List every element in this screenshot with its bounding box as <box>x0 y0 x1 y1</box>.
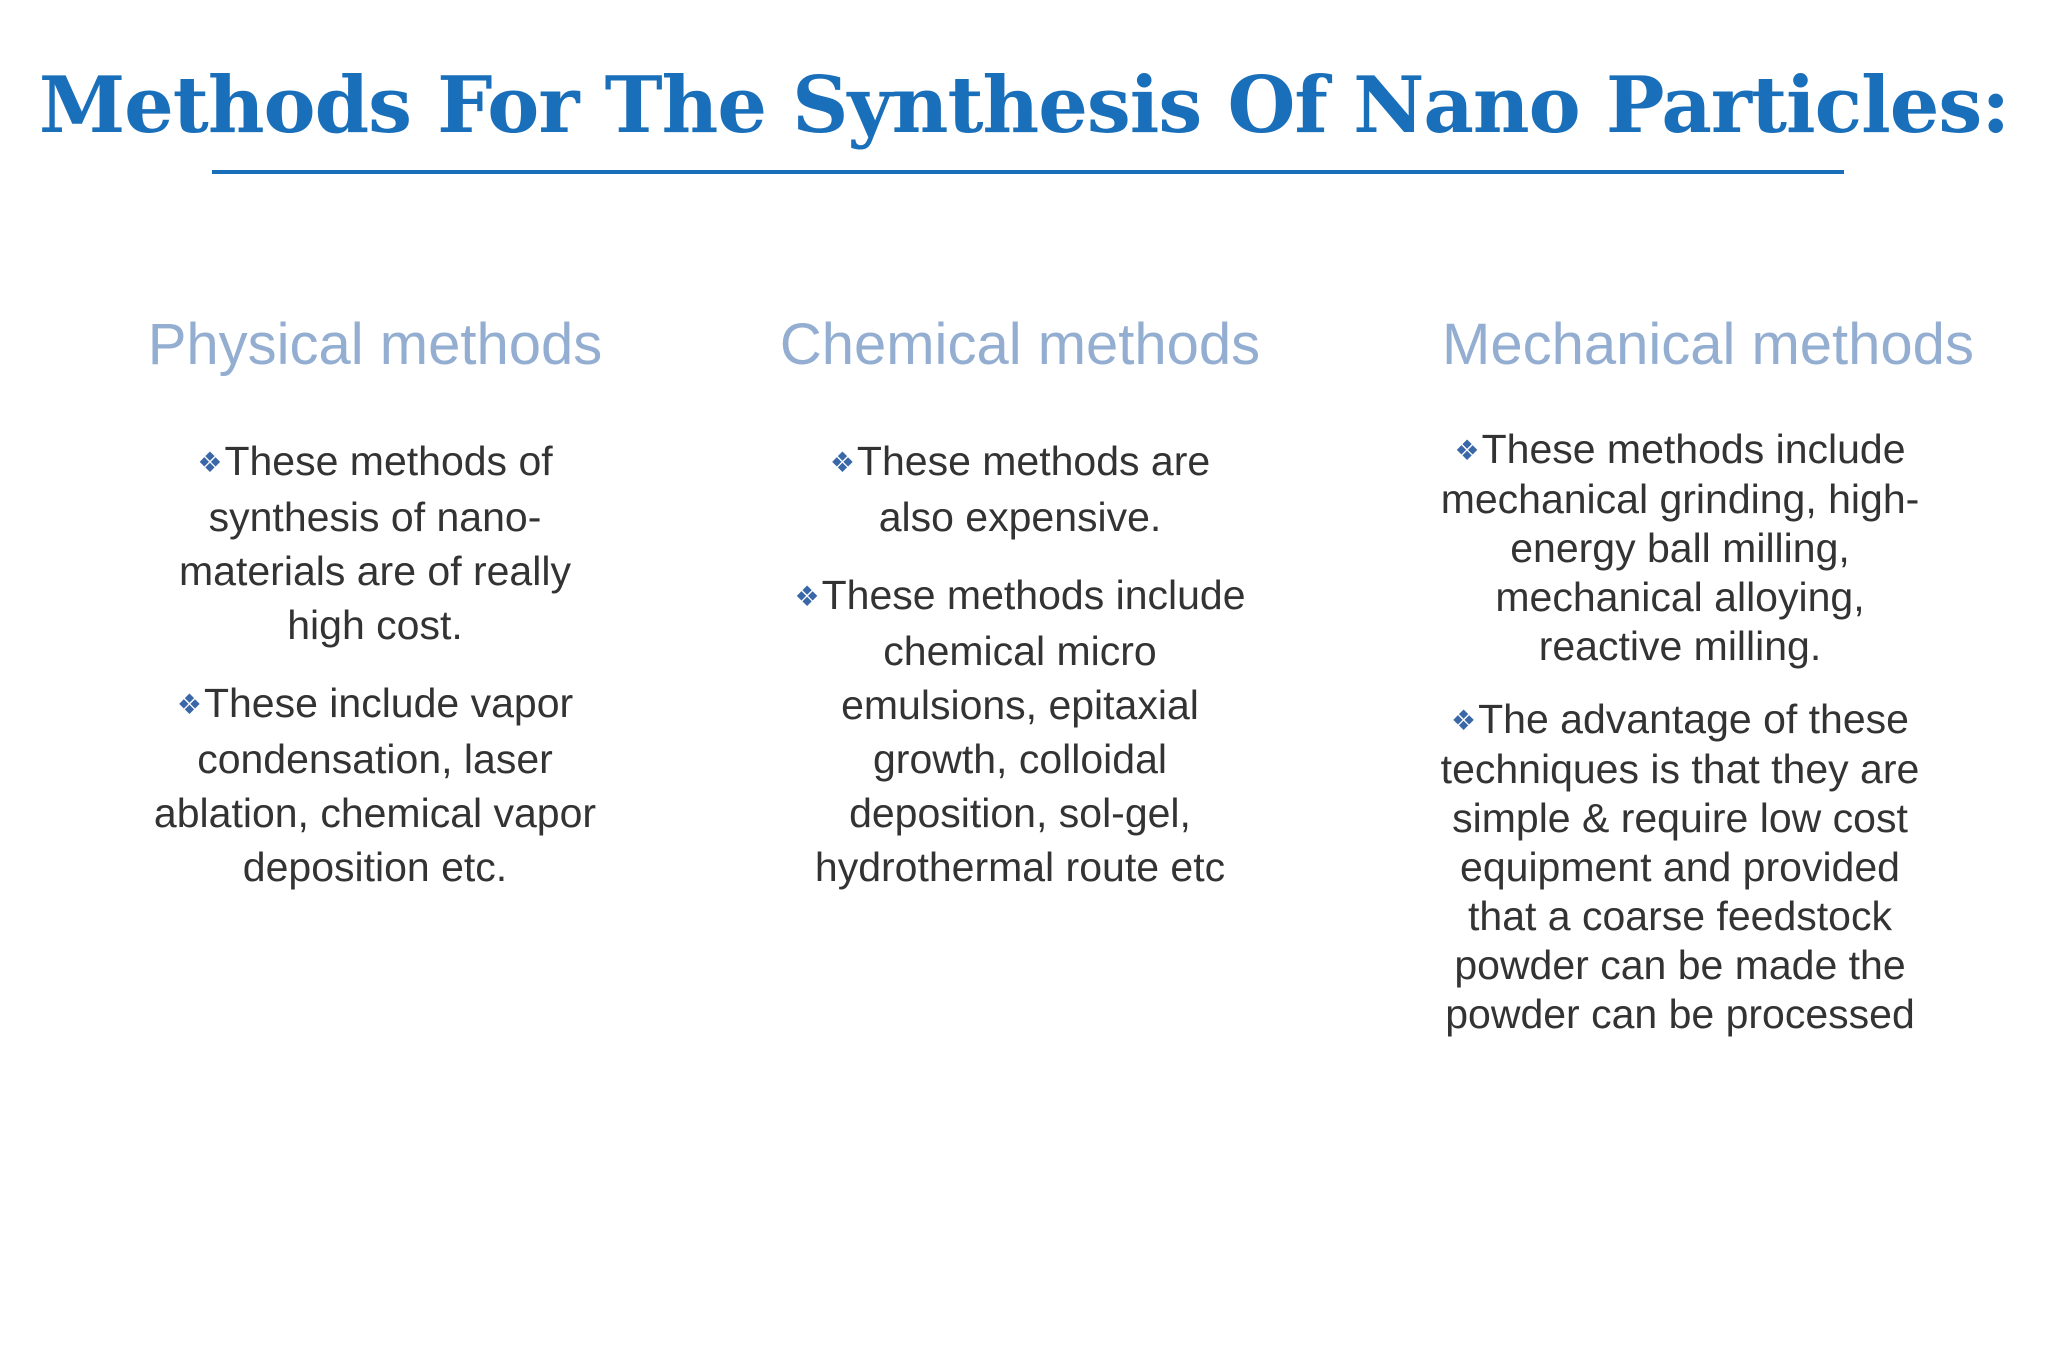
column-body-mechanical <box>1425 425 1935 1039</box>
column-body-physical <box>110 434 640 894</box>
bullet-item <box>1425 695 1935 1039</box>
slide-title: Methods For The Synthesis Of Nano Particles: <box>38 60 2010 151</box>
diamond-bullet-icon: ❖ <box>1454 434 1480 466</box>
title-underline <box>212 170 1844 174</box>
column-heading-physical: Physical methods <box>147 312 603 377</box>
column-physical-methods <box>110 310 640 918</box>
bullet-text: These include vapor condensation, laser ablation, chemical vapor deposition etc. <box>153 679 597 890</box>
diamond-bullet-icon: ❖ <box>176 688 202 720</box>
bullet-text: The advantage of these techniques is that they are simple & require low cost equipment and provided that a coarse feedstock powder can be made the powder can be processed <box>1440 695 1920 1037</box>
bullet-item <box>790 568 1250 894</box>
column-mechanical-methods <box>1420 310 2040 1063</box>
bullet-text: These methods include mechanical grinding, high-energy ball milling, mechanical alloying, reactive milling. <box>1440 425 1920 669</box>
bullet-item <box>790 434 1250 544</box>
bullet-text: These methods of synthesis of nano-materials are of really high cost. <box>179 437 571 648</box>
bullet-item <box>116 434 634 652</box>
bullet-item <box>1425 425 1935 671</box>
column-body-chemical <box>760 434 1280 894</box>
bullet-text: These methods include chemical micro emulsions, epitaxial growth, colloidal deposition, sol-gel, hydrothermal route etc <box>814 571 1246 890</box>
diamond-bullet-icon: ❖ <box>197 446 223 478</box>
column-chemical-methods <box>760 310 1280 918</box>
bullet-text: These methods are also expensive. <box>856 437 1211 540</box>
diamond-bullet-icon: ❖ <box>829 446 855 478</box>
bullet-item <box>116 676 634 894</box>
diamond-bullet-icon: ❖ <box>1451 704 1477 736</box>
column-heading-mechanical: Mechanical methods <box>1442 312 1974 377</box>
diamond-bullet-icon: ❖ <box>794 580 820 612</box>
column-heading-chemical: Chemical methods <box>779 312 1261 377</box>
